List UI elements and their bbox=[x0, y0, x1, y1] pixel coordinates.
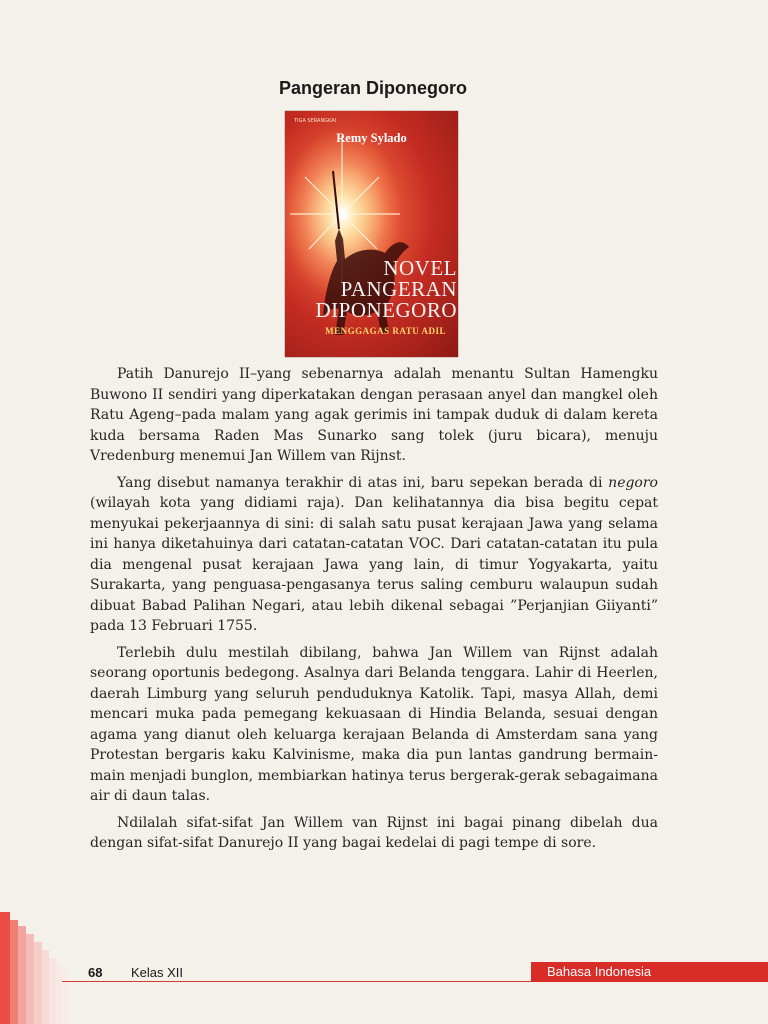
book-cover-image bbox=[285, 111, 458, 357]
cover-author: Remy Sylado bbox=[336, 131, 407, 145]
cover-title-line3: DIPONEGORO bbox=[315, 298, 457, 322]
cover-title-line1: NOVEL bbox=[383, 256, 457, 280]
decorative-stripes bbox=[0, 912, 130, 1024]
cover-title-line2: PANGERAN bbox=[340, 277, 457, 301]
paragraph-3: Terlebih dulu mestilah dibilang, bahwa Jan Willem van Rijnst adalah seorang oportunis bedegong. Asalnya dari Belanda tenggara. Lahir di Heerlen, daerah Limburg yang seluruh penduduknya Katolik. Tapi, masya Allah, demi mencari muka pada pemegang kekuasaan di Hindia Belanda, sesuai dengan agama yang dianut oleh keluarga kerajaan Belanda di Amsterdam sana yang Protestan bergaris kaku Kalvinisme, maka dia pun lantas gandrung bermain-main menjadi bunglon, membiarkan hatinya terus bergerak-gerak sebagaimana air di daun talas. bbox=[90, 644, 658, 804]
cover-publisher: TIGA SERANGKAI bbox=[294, 118, 337, 124]
paragraph-1: Patih Danurejo II–yang sebenarnya adalah menantu Sultan Hamengku Buwono II sendiri yang diperkatakan dengan perasaan anyel dan mangkel oleh Ratu Ageng–pada malam yang agak gerimis ini tampak duduk di dalam kereta kuda bersama Raden Mas Sunarko sang tolek (juru bicara), menuju Vredenburg menemui Jan Willem van Rijnst. bbox=[90, 366, 658, 464]
paragraph-4: Ndilalah sifat-sifat Jan Willem van Rijnst ini bagai pinang dibelah dua dengan sifat-sifat Danurejo II yang bagai kedelai di pagi tempe di sore. bbox=[90, 814, 658, 851]
page-number: 68 bbox=[88, 965, 103, 980]
cover-title bbox=[291, 258, 457, 321]
paragraph-2-italic-term: negoro bbox=[608, 474, 658, 491]
paragraph-2-start: Yang disebut namanya terakhir di atas ini, baru sepekan berada di bbox=[117, 474, 609, 491]
paragraph-2-end: (wilayah kota yang didiami raja). Dan kelihatannya dia bisa begitu cepat menyukai pekerjaannya di sini: di salah satu pusat kerajaan Jawa yang selama ini hanya diketahuinya dari catatan-catatan VOC. Dari catatan-catatan itu pula dia mengenal pusat kerajaan Jawa yang lain, di timur Yogyakarta, yaitu Surakarta, yang penguasa-pengasanya terus saling cemburu walaupun sudah dibuat Babad Palihan Negari, atau lebih dikenal sebagai ”Perjanjian Giiyanti” pada 13 Februari 1755. bbox=[90, 495, 658, 634]
subject-label: Bahasa Indonesia bbox=[547, 964, 652, 979]
class-label: Kelas XII bbox=[131, 965, 184, 980]
body-text bbox=[90, 364, 658, 860]
page-title: Pangeran Diponegoro bbox=[278, 78, 467, 98]
cover-subtitle: MENGGAGAS RATU ADIL bbox=[325, 326, 446, 336]
paragraph-2 bbox=[90, 473, 658, 637]
subject-banner bbox=[531, 962, 768, 982]
